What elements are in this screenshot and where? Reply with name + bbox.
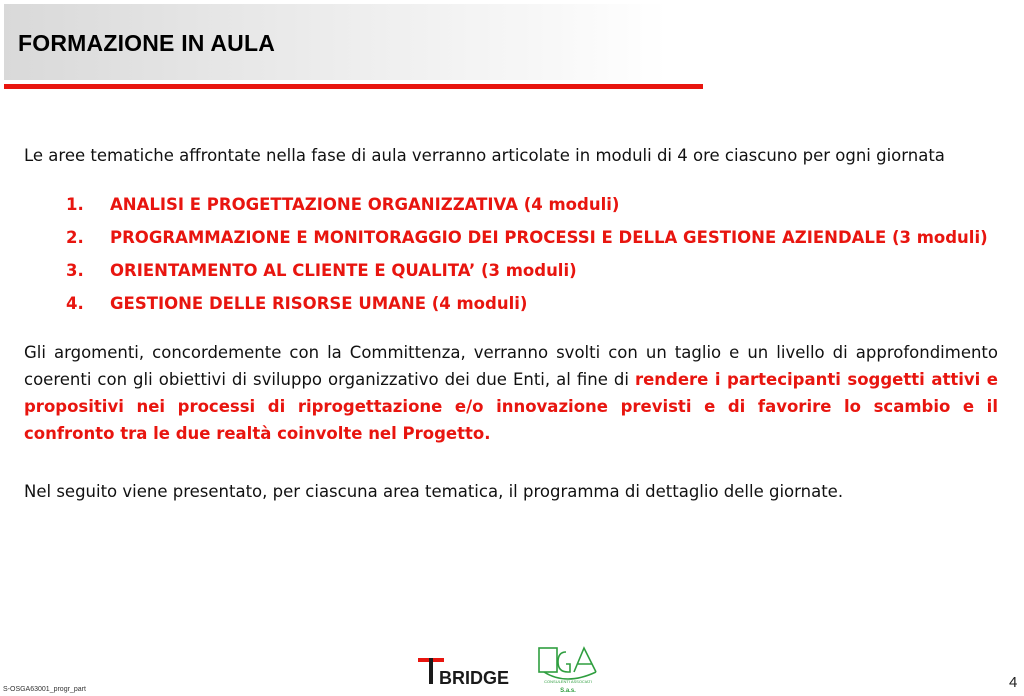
page-number: 4 — [1009, 674, 1018, 691]
topic-label: ORIENTAMENTO AL CLIENTE E QUALITA’ (3 moduli) — [110, 261, 577, 280]
intro-paragraph: Le aree tematiche affrontate nella fase di aula verranno articolate in moduli di 4 ore ciascuno per ogni giornata — [24, 146, 945, 165]
topic-item — [24, 191, 998, 218]
topic-label: GESTIONE DELLE RISORSE UMANE (4 moduli) — [110, 294, 528, 313]
topic-number: 4. — [66, 294, 84, 313]
oga-logo-sas: S.a.s. — [560, 688, 576, 694]
page-title: FORMAZIONE IN AULA — [18, 30, 276, 56]
document-code: S-OSGA63001_progr_part — [3, 686, 86, 693]
objectives-paragraph — [24, 339, 998, 447]
topic-number: 3. — [66, 261, 84, 280]
oga-logo-subtitle: CONSULENTI ASSOCIATI — [544, 679, 592, 684]
objectives-highlight: rendere i partecipanti soggetti attivi e propositivi nei processi di riprogettazione e/o innovazione previsti e di favorire lo scambio e il confronto tra le due realtà coinvolte nel Progetto. — [24, 370, 998, 443]
topic-label: PROGRAMMAZIONE E MONITORAGGIO DEI PROCESSI E DELLA GESTIONE AZIENDALE (3 moduli) — [110, 228, 988, 247]
oga-logo — [536, 644, 600, 694]
bridge-logo-text: BRIDGE — [439, 668, 510, 688]
title-underline — [4, 84, 703, 89]
outro-paragraph: Nel seguito viene presentato, per ciascuna area tematica, il programma di dettaglio delle giornate. — [24, 482, 844, 501]
topic-item — [24, 290, 998, 317]
topic-list — [24, 191, 998, 317]
slide-content — [24, 142, 998, 505]
objectives-text: Gli argomenti, concordemente con la Committenza, verranno svolti con un taglio e un livello di approfondimento coerenti con gli obiettivi di sviluppo organizzativo dei due Enti, al fine di — [24, 343, 998, 389]
topic-item — [24, 257, 998, 284]
topic-item — [24, 224, 998, 251]
topic-number: 1. — [66, 195, 84, 214]
bridge-logo — [418, 656, 514, 688]
topic-number: 2. — [66, 228, 84, 247]
topic-label: ANALISI E PROGETTAZIONE ORGANIZZATIVA (4 moduli) — [110, 195, 620, 214]
